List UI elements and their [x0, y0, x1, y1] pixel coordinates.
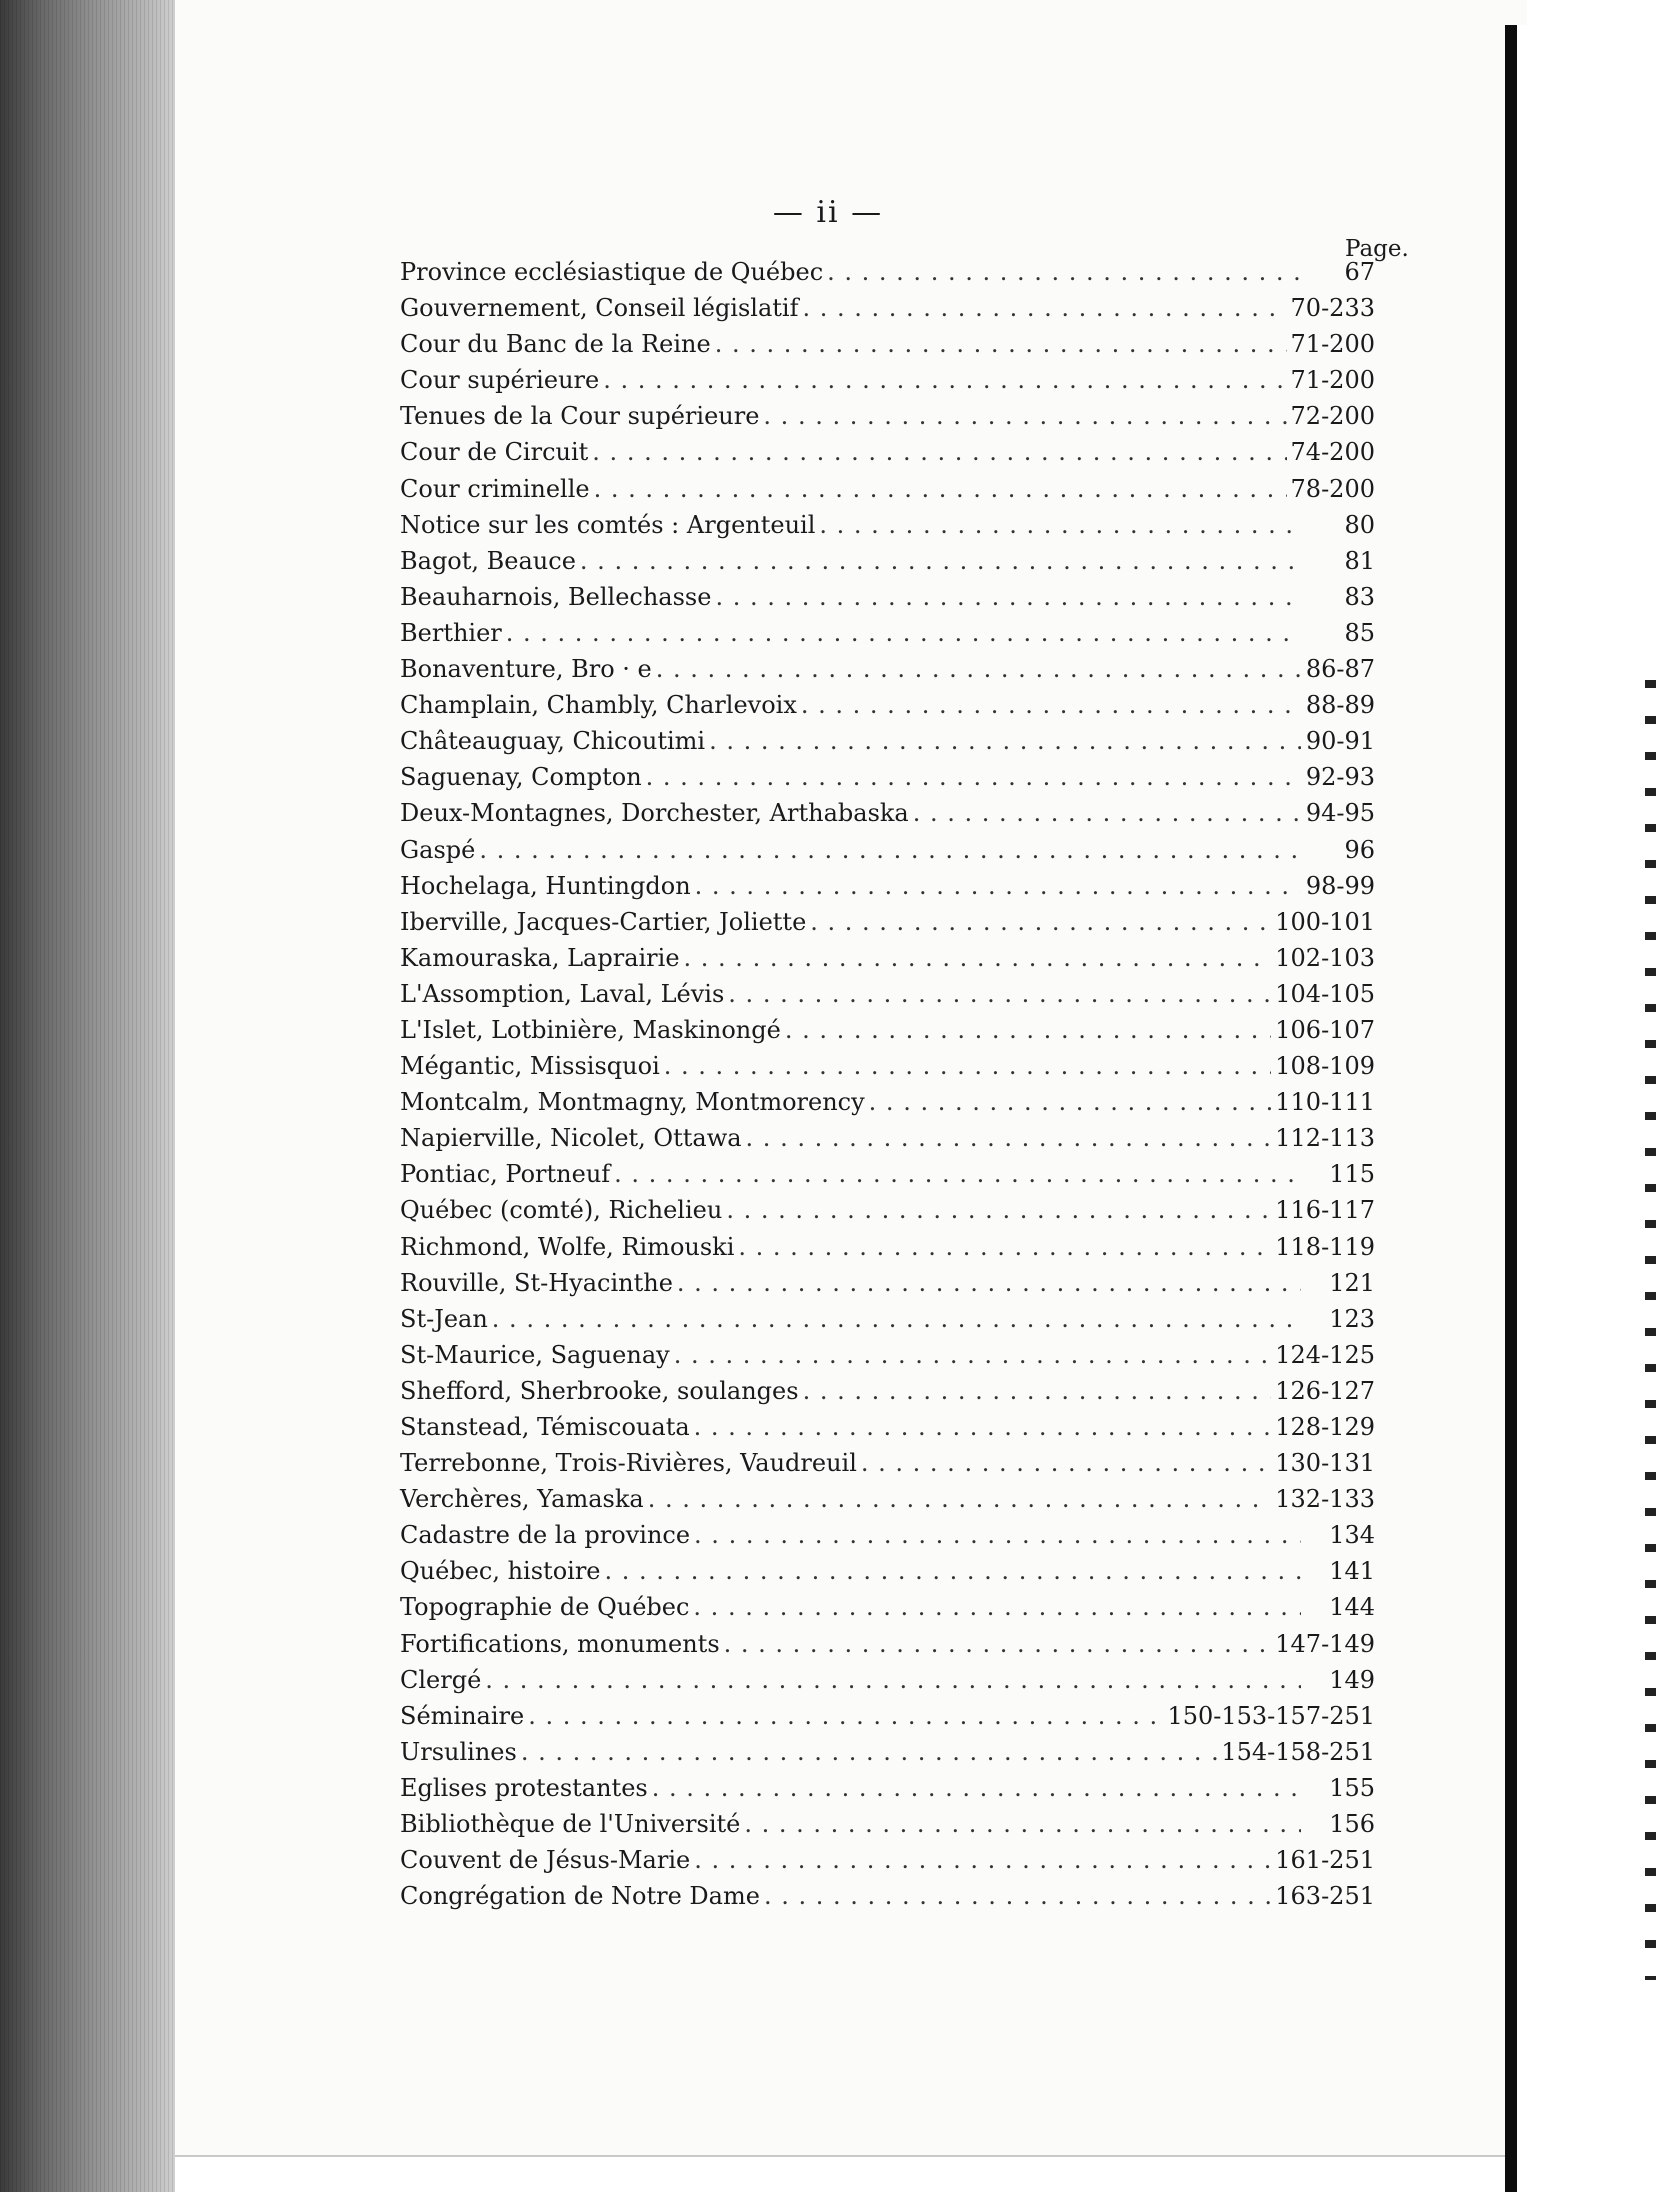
toc-entry [400, 1413, 1375, 1449]
toc-entry-title: Verchères, Yamaska [400, 1485, 644, 1514]
toc-entry-page: 71-200 [1290, 366, 1375, 395]
toc-entry-title: Napierville, Nicolet, Ottawa [400, 1124, 742, 1153]
toc-entry-page: 80 [1344, 510, 1375, 539]
toc-entry-title: Kamouraska, Laprairie [400, 943, 680, 972]
toc-entry-title: Eglises protestantes [400, 1773, 648, 1802]
toc-entry-title: Couvent de Jésus-Marie [400, 1846, 691, 1875]
toc-entry-page: 163-251 [1275, 1882, 1375, 1911]
toc-entry-page: 121 [1329, 1268, 1375, 1297]
toc-entry-page: 100-101 [1275, 907, 1375, 936]
toc-entry-page: 70-233 [1290, 294, 1375, 323]
dot-leader [521, 1738, 1218, 1766]
toc-entry-title: Terrebonne, Trois-Rivières, Vaudreuil [400, 1449, 857, 1478]
dot-leader [479, 836, 1301, 864]
toc-entry [400, 799, 1375, 835]
toc-entry [400, 1233, 1375, 1269]
dot-leader [695, 872, 1301, 900]
toc-entry-title: Topographie de Québec [400, 1593, 690, 1622]
toc-entry-title: Notice sur les comtés : Argenteuil [400, 510, 816, 539]
toc-entry-page: 85 [1344, 618, 1375, 647]
page-folio: — ii — [772, 195, 884, 230]
dot-leader [528, 1702, 1163, 1730]
toc-entry-page: 124-125 [1275, 1340, 1375, 1369]
toc-entry-title: Province ecclésiastique de Québec [400, 258, 824, 286]
toc-entry-page: 126-127 [1275, 1376, 1375, 1405]
dot-leader [694, 1846, 1271, 1874]
toc-entry [400, 1341, 1375, 1377]
toc-entry-title: Gouvernement, Conseil législatif [400, 294, 799, 323]
toc-entry-page: 74-200 [1290, 438, 1375, 467]
toc-entry [400, 944, 1375, 980]
toc-entry-page: 154-158-251 [1221, 1737, 1375, 1766]
toc-entry [400, 1774, 1375, 1810]
toc-entry-page: 112-113 [1275, 1124, 1375, 1153]
toc-entry [400, 1269, 1375, 1305]
toc-entry-title: L'Islet, Lotbinière, Maskinongé [400, 1015, 781, 1044]
table-of-contents [400, 258, 1375, 1918]
toc-entry [400, 1882, 1375, 1918]
toc-entry-page: 149 [1329, 1665, 1375, 1694]
toc-entry-title: Stanstead, Témiscouata [400, 1413, 690, 1441]
dot-leader [802, 294, 1286, 322]
toc-entry-page: 132-133 [1275, 1485, 1375, 1514]
toc-entry-title: Gaspé [400, 835, 476, 864]
toc-entry-title: Shefford, Sherbrooke, soulanges [400, 1376, 799, 1405]
toc-entry [400, 655, 1375, 691]
toc-entry-page: 88-89 [1305, 691, 1375, 720]
toc-entry-title: Deux-Montagnes, Dorchester, Arthabaska [400, 799, 909, 828]
toc-entry [400, 1630, 1375, 1666]
toc-entry [400, 763, 1375, 799]
dot-leader [715, 583, 1301, 611]
dot-leader [646, 763, 1301, 791]
dot-leader [763, 402, 1286, 430]
dot-leader [603, 366, 1286, 394]
toc-entry-title: Pontiac, Portneuf [400, 1160, 611, 1189]
toc-entry-page: 150-153-157-251 [1167, 1701, 1375, 1730]
toc-entry-page: 94-95 [1305, 799, 1375, 828]
toc-entry-page: 92-93 [1305, 763, 1375, 792]
dot-leader [694, 1521, 1301, 1549]
toc-entry [400, 402, 1375, 438]
toc-entry [400, 366, 1375, 402]
toc-entry-title: Séminaire [400, 1701, 525, 1730]
dot-leader [674, 1341, 1272, 1369]
toc-entry [400, 475, 1375, 511]
toc-entry [400, 1016, 1375, 1052]
toc-entry-title: Rouville, St-Hyacinthe [400, 1268, 673, 1297]
toc-entry-title: Saguenay, Compton [400, 763, 642, 792]
toc-entry-page: 67 [1344, 258, 1375, 286]
toc-entry-title: Bagot, Beauce [400, 546, 576, 575]
dot-leader [913, 799, 1301, 827]
toc-entry [400, 438, 1375, 474]
toc-entry-title: Cour de Circuit [400, 438, 589, 467]
toc-entry-title: Cour supérieure [400, 366, 600, 395]
dot-leader [664, 1052, 1272, 1080]
toc-entry-page: 71-200 [1290, 330, 1375, 359]
toc-entry-page: 161-251 [1275, 1846, 1375, 1875]
toc-entry-page: 108-109 [1275, 1052, 1375, 1081]
dot-leader [648, 1485, 1272, 1513]
toc-entry-title: Québec, histoire [400, 1557, 601, 1586]
toc-entry-title: Ursulines [400, 1737, 517, 1766]
toc-entry-page: 134 [1329, 1521, 1375, 1550]
dot-leader [694, 1413, 1272, 1441]
toc-entry [400, 1160, 1375, 1196]
dot-leader [709, 727, 1301, 755]
toc-entry-page: 86-87 [1305, 655, 1375, 684]
dot-leader [801, 691, 1301, 719]
toc-entry-page: 83 [1344, 582, 1375, 611]
toc-entry-page: 90-91 [1305, 727, 1375, 756]
dot-leader [819, 511, 1301, 539]
toc-entry-page: 144 [1329, 1593, 1375, 1622]
toc-entry [400, 1088, 1375, 1124]
dot-leader [785, 1016, 1271, 1044]
toc-entry [400, 1593, 1375, 1629]
toc-entry-page: 96 [1344, 835, 1375, 864]
toc-entry-page: 110-111 [1275, 1088, 1375, 1117]
toc-entry [400, 619, 1375, 655]
toc-entry-title: Congrégation de Notre Dame [400, 1882, 760, 1911]
toc-entry-title: Cour du Banc de la Reine [400, 330, 711, 359]
toc-entry-title: St-Maurice, Saguenay [400, 1340, 670, 1369]
toc-entry [400, 258, 1375, 294]
dot-leader [506, 619, 1301, 647]
dot-leader [592, 438, 1286, 466]
toc-entry [400, 980, 1375, 1016]
toc-entry [400, 1196, 1375, 1232]
toc-entry-title: Québec (comté), Richelieu [400, 1196, 723, 1225]
toc-entry-title: Champlain, Chambly, Charlevoix [400, 691, 797, 720]
dot-leader [827, 258, 1301, 286]
toc-entry-page: 115 [1329, 1160, 1375, 1189]
toc-entry-page: 128-129 [1275, 1413, 1375, 1441]
dot-leader [803, 1377, 1272, 1405]
dot-leader [652, 1774, 1301, 1802]
toc-entry-title: Hochelaga, Huntingdon [400, 871, 691, 900]
toc-entry-page: 106-107 [1275, 1015, 1375, 1044]
dot-leader [810, 908, 1271, 936]
book-spine-gutter [0, 0, 175, 2192]
toc-entry-title: Cadastre de la province [400, 1521, 691, 1550]
dot-leader [594, 475, 1287, 503]
toc-entry [400, 1377, 1375, 1413]
toc-entry [400, 1702, 1375, 1738]
toc-entry-title: St-Jean [400, 1304, 488, 1333]
toc-entry-title: Beauharnois, Bellechasse [400, 582, 712, 611]
toc-entry-page: 130-131 [1275, 1449, 1375, 1478]
dot-leader [764, 1882, 1271, 1910]
toc-entry-page: 156 [1329, 1810, 1375, 1839]
toc-entry [400, 691, 1375, 727]
toc-entry-page: 155 [1329, 1773, 1375, 1802]
dot-leader [614, 1160, 1301, 1188]
toc-entry-title: Montcalm, Montmagny, Montmorency [400, 1088, 865, 1117]
toc-entry [400, 1449, 1375, 1485]
dot-leader [715, 330, 1287, 358]
toc-entry [400, 583, 1375, 619]
toc-entry-page: 98-99 [1305, 871, 1375, 900]
dot-leader [684, 944, 1272, 972]
toc-entry-title: Berthier [400, 618, 502, 647]
toc-entry-page: 141 [1329, 1557, 1375, 1586]
toc-entry [400, 1124, 1375, 1160]
toc-entry-title: Richmond, Wolfe, Rimouski [400, 1232, 735, 1261]
toc-entry-title: Tenues de la Cour supérieure [400, 402, 760, 431]
toc-entry [400, 1810, 1375, 1846]
toc-entry [400, 1485, 1375, 1521]
toc-entry-page: 78-200 [1290, 474, 1375, 503]
dot-leader [677, 1269, 1301, 1297]
toc-entry [400, 1557, 1375, 1593]
dot-leader [744, 1810, 1301, 1838]
facing-page-text-edge [1645, 680, 1656, 1980]
toc-entry-title: L'Assomption, Laval, Lévis [400, 979, 725, 1008]
toc-entry [400, 1052, 1375, 1088]
dot-leader [869, 1088, 1272, 1116]
dot-leader [861, 1449, 1271, 1477]
dot-leader [693, 1593, 1301, 1621]
dot-leader [580, 547, 1301, 575]
toc-entry [400, 547, 1375, 583]
toc-entry [400, 294, 1375, 330]
toc-entry-title: Iberville, Jacques-Cartier, Joliette [400, 907, 807, 936]
toc-entry-title: Clergé [400, 1665, 482, 1694]
dot-leader [728, 980, 1271, 1008]
dot-leader [656, 655, 1301, 683]
toc-entry-page: 123 [1329, 1304, 1375, 1333]
toc-entry [400, 330, 1375, 366]
toc-entry [400, 836, 1375, 872]
dot-leader [492, 1305, 1301, 1333]
toc-entry-page: 118-119 [1275, 1232, 1375, 1261]
toc-entry [400, 1521, 1375, 1557]
toc-entry-page: 72-200 [1290, 402, 1375, 431]
dot-leader [738, 1233, 1271, 1261]
toc-entry [400, 511, 1375, 547]
toc-entry [400, 727, 1375, 763]
toc-entry-title: Mégantic, Missisquoi [400, 1052, 660, 1081]
toc-entry-page: 81 [1344, 546, 1375, 575]
dot-leader [726, 1196, 1271, 1224]
toc-entry-page: 116-117 [1275, 1196, 1375, 1225]
toc-entry-page: 104-105 [1275, 979, 1375, 1008]
dot-leader [724, 1630, 1272, 1658]
dot-leader [485, 1666, 1301, 1694]
facing-page-edge [1505, 25, 1656, 2192]
toc-entry-title: Châteauguay, Chicoutimi [400, 727, 706, 756]
toc-entry-title: Cour criminelle [400, 474, 590, 503]
toc-entry [400, 1738, 1375, 1774]
toc-entry [400, 1305, 1375, 1341]
toc-entry-page: 102-103 [1275, 943, 1375, 972]
toc-entry [400, 1666, 1375, 1702]
toc-entry [400, 908, 1375, 944]
toc-entry [400, 1846, 1375, 1882]
page-column-label: Page. [1345, 236, 1409, 262]
toc-entry [400, 872, 1375, 908]
toc-entry-title: Fortifications, monuments [400, 1629, 720, 1658]
dot-leader [746, 1124, 1272, 1152]
toc-entry-title: Bonaventure, Bro · e [400, 655, 652, 684]
toc-entry-title: Bibliothèque de l'Université [400, 1810, 741, 1839]
dot-leader [605, 1557, 1302, 1585]
toc-entry-page: 147-149 [1275, 1629, 1375, 1658]
